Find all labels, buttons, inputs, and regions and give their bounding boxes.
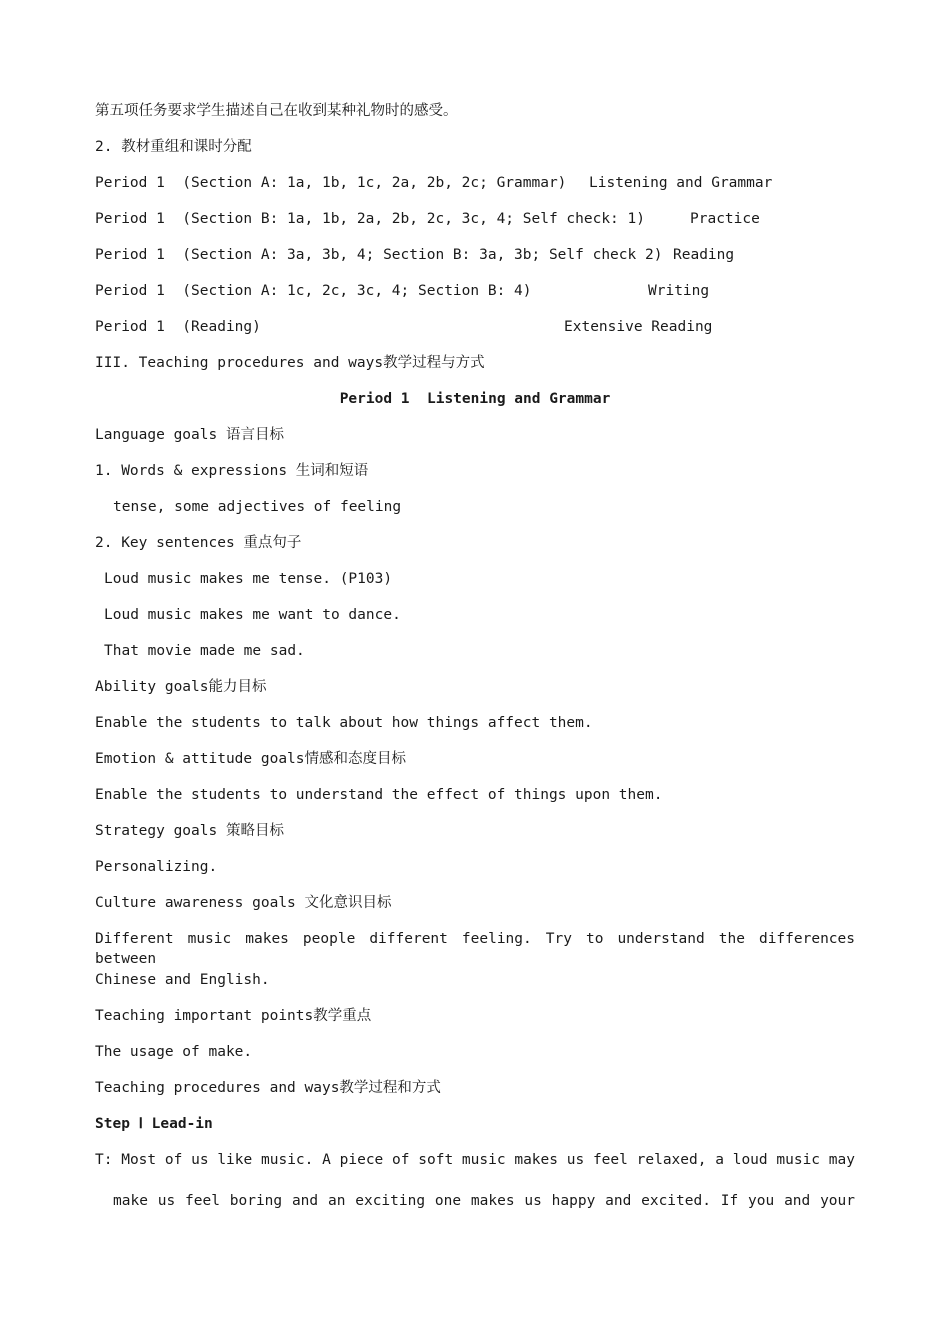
key-sentence-3: That movie made me sad. [104, 643, 305, 659]
period-row-2-left: Period 1 (Section B: 1a, 1b, 2a, 2b, 2c, 3c, 4; Self check: 1) [95, 211, 645, 227]
step-heading: Step Ⅰ Lead-in [95, 1116, 213, 1132]
culture-goals-heading: Culture awareness goals 文化意识目标 [95, 895, 392, 911]
culture-goals-body-line-2: Chinese and English. [95, 972, 270, 988]
strategy-goals-body: Personalizing. [95, 859, 218, 875]
section-heading-iii: III. Teaching procedures and ways教学过程与方式 [95, 355, 485, 371]
period-row-5-right: Extensive Reading [564, 319, 713, 335]
teaching-procedures-heading: Teaching procedures and ways教学过程和方式 [95, 1080, 441, 1096]
section-heading: 2. 教材重组和课时分配 [95, 139, 252, 155]
key-sentence-2: Loud music makes me want to dance. [104, 607, 401, 623]
emotion-goals-body: Enable the students to understand the effect of things upon them. [95, 787, 663, 803]
period-row-5-left: Period 1 (Reading) [95, 319, 261, 335]
period-row-2-right: Practice [690, 211, 760, 227]
strategy-goals-heading: Strategy goals 策略目标 [95, 823, 284, 839]
dialogue-line-1: T: Most of us like music. A piece of soft music makes us feel relaxed, a loud music may [95, 1152, 855, 1168]
period-title: Period 1 Listening and Grammar [339, 391, 611, 407]
period-row-3-left: Period 1 (Section A: 3a, 3b, 4; Section B: 3a, 3b; Self check 2) [95, 247, 663, 263]
language-goals-heading: Language goals 语言目标 [95, 427, 284, 443]
emotion-goals-heading: Emotion & attitude goals情感和态度目标 [95, 751, 407, 767]
words-body: tense, some adjectives of feeling [113, 499, 402, 515]
key-sentences-heading: 2. Key sentences 重点句子 [95, 535, 302, 551]
ability-goals-heading: Ability goals能力目标 [95, 679, 267, 695]
intro-line: 第五项任务要求学生描述自己在收到某种礼物时的感受。 [95, 103, 458, 119]
period-row-4-left: Period 1 (Section A: 1c, 2c, 3c, 4; Section B: 4) [95, 283, 532, 299]
period-row-3-right: Reading [673, 247, 735, 263]
teaching-points-body: The usage of make. [95, 1044, 253, 1060]
period-row-1-left: Period 1 (Section A: 1a, 1b, 1c, 2a, 2b, 2c; Grammar) [95, 175, 567, 191]
ability-goals-body: Enable the students to talk about how things affect them. [95, 715, 593, 731]
teaching-points-heading: Teaching important points教学重点 [95, 1008, 372, 1024]
culture-goals-body-line-1: Different music makes people different feeling. Try to understand the differences between [95, 931, 855, 967]
period-row-4-right: Writing [648, 283, 710, 299]
words-heading: 1. Words & expressions 生词和短语 [95, 463, 369, 479]
period-row-1-right: Listening and Grammar [589, 175, 773, 191]
key-sentence-1: Loud music makes me tense. (P103) [104, 571, 393, 587]
dialogue-line-2: make us feel boring and an exciting one makes us happy and excited. If you and your [113, 1193, 855, 1209]
